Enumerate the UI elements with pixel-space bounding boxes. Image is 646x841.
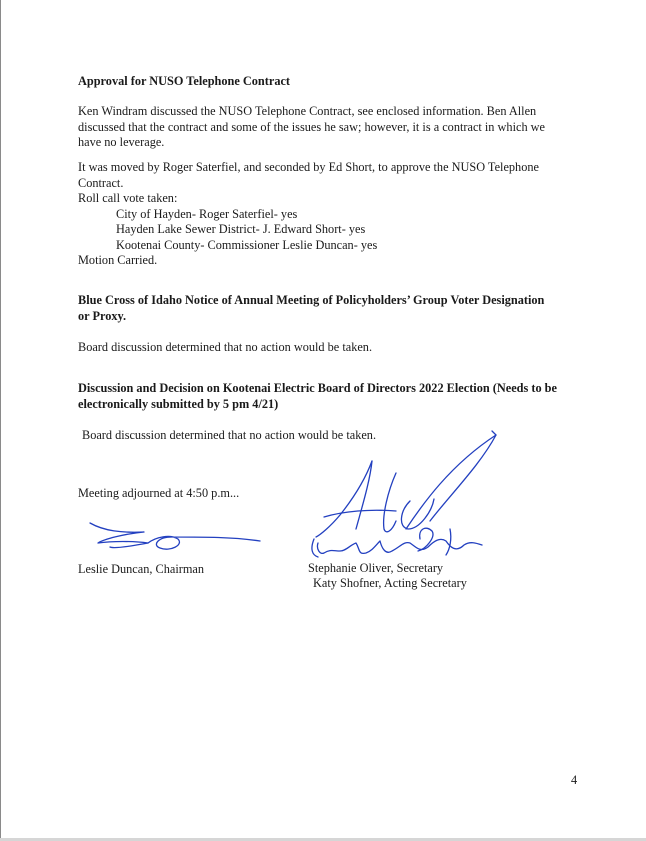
- motion-result: Motion Carried.: [78, 253, 158, 267]
- secretary-signature: [300, 425, 510, 565]
- nuso-heading: Approval for NUSO Telephone Contract: [78, 74, 291, 88]
- bluecross-text: Board discussion determined that no action would be taken.: [78, 340, 373, 354]
- vote-line: City of Hayden- Roger Saterfiel- yes: [116, 206, 298, 221]
- motion-line: It was moved by Roger Saterfiel, and seconded by Ed Short, to approve the NUSO Telephone: [78, 160, 539, 174]
- page-number: 4: [571, 773, 578, 787]
- roll-call-label: Roll call vote taken:: [78, 191, 178, 205]
- kootenai-heading: [78, 381, 590, 412]
- vote-line: Hayden Lake Sewer District- J. Edward Short- yes: [116, 222, 366, 236]
- bluecross-heading-line: Blue Cross of Idaho Notice of Annual Meeting of Policyholders’ Group Voter Designation: [78, 293, 545, 307]
- nuso-paragraph-line: have no leverage.: [78, 135, 165, 149]
- bluecross-heading: [78, 293, 590, 324]
- page-edge: [0, 0, 1, 841]
- vote-line: Kootenai County- Commissioner Leslie Duncan- yes: [116, 237, 378, 252]
- chair-name: Leslie Duncan, Chairman: [78, 562, 205, 576]
- kootenai-text: Board discussion determined that no action would be taken.: [82, 428, 377, 442]
- nuso-paragraph-line: discussed that the contract and some of the issues he saw; however, it is a contract in which we: [78, 119, 545, 134]
- kootenai-heading-line: electronically submitted by 5 pm 4/21): [78, 396, 279, 411]
- secretary-name: Stephanie Oliver, Secretary: [308, 561, 444, 575]
- nuso-motion: [78, 160, 590, 269]
- kootenai-heading-line: Discussion and Decision on Kootenai Electric Board of Directors 2022 Election (Needs to be: [78, 381, 557, 395]
- acting-secretary-name: Katy Shofner, Acting Secretary: [313, 576, 467, 590]
- bluecross-heading-line: or Proxy.: [78, 308, 127, 323]
- nuso-paragraph: [78, 104, 590, 151]
- nuso-paragraph-line: Ken Windram discussed the NUSO Telephone Contract, see enclosed information. Ben Allen: [78, 104, 537, 118]
- motion-line: Contract.: [78, 175, 124, 190]
- chair-signature: [84, 515, 274, 560]
- adjourned-text: Meeting adjourned at 4:50 p.m...: [78, 486, 240, 500]
